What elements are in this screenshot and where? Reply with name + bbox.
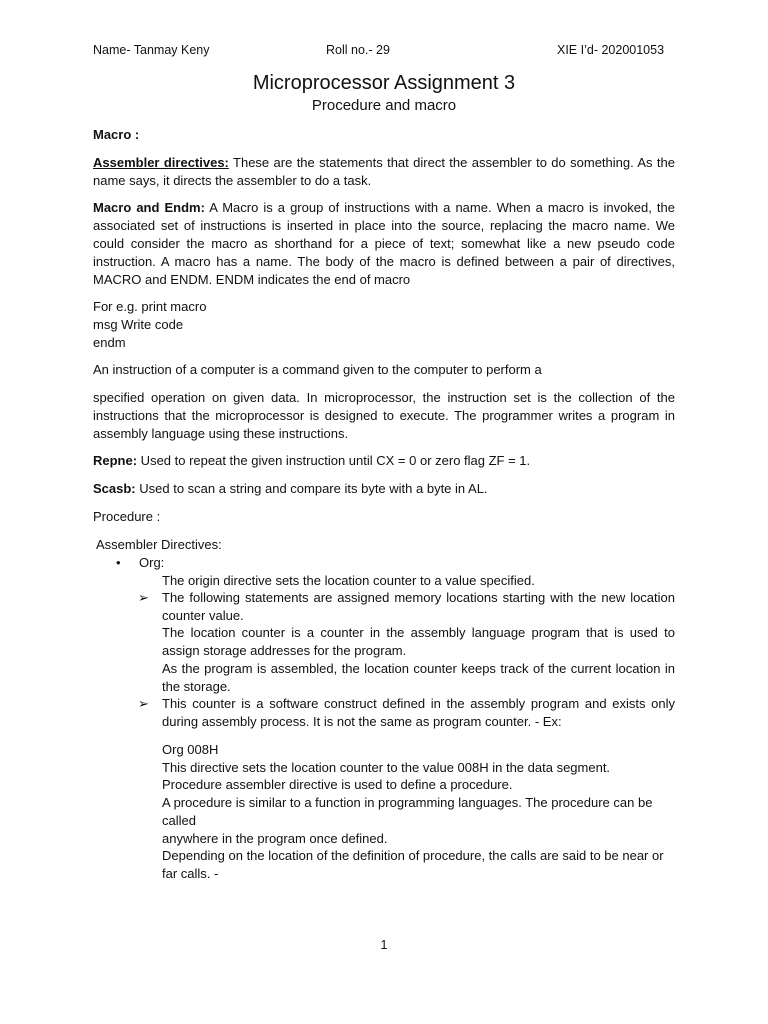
assembler-directives-heading: Assembler Directives: xyxy=(96,537,222,552)
header-name: Name- Tanmay Keny xyxy=(93,43,210,57)
header-xie-id: XIE I’d- 202001053 xyxy=(557,43,665,57)
anywhere-text: anywhere in the program once defined. xyxy=(162,830,388,846)
assembler-directives-text: These are the statements that direct the assembler to do something. As the name says, it directs the assembler to do a task. xyxy=(93,155,675,188)
org-point-1-assembled: As the program is assembled, the location counter keeps track of the current location in the storage. xyxy=(162,660,675,694)
arrow-bullet-icon-2: ➢ xyxy=(138,696,149,711)
arrow-bullet-icon: ➢ xyxy=(138,590,149,605)
bullet-icon: • xyxy=(116,555,121,570)
origin-text: The origin directive sets the location counter to a value specified. xyxy=(162,573,535,588)
page-title: Microprocessor Assignment 3 xyxy=(252,72,516,94)
example-line-1: For e.g. print macro xyxy=(93,299,207,314)
procedure-heading: Procedure : xyxy=(93,509,161,524)
depending-text: Depending on the location of the definition of procedure, the calls are said to be near or far calls. - xyxy=(162,848,664,881)
macro-endm-term: Macro and Endm: xyxy=(93,200,205,215)
assembler-directives-term: Assembler directives: xyxy=(93,155,229,170)
org-example-line-3: Procedure assembler directive is used to define a procedure. xyxy=(162,777,513,793)
assembler-directives-paragraph xyxy=(93,154,675,190)
header-roll: Roll no.- 29 xyxy=(326,43,390,57)
org-label: Org: xyxy=(139,555,165,570)
org-point-1: The following statements are assigned memory locations starting with the new location counter value. xyxy=(162,590,675,623)
procedure-function-text: A procedure is similar to a function in programming languages. The procedure can be called xyxy=(162,795,653,828)
instruction-paragraph: specified operation on given data. In microprocessor, the instruction set is the collection of the instructions that the microprocessor is designed to execute. The programmer writes a program in assembly language using these instructions. xyxy=(93,390,675,441)
page-subtitle: Procedure and macro xyxy=(311,97,457,114)
org-point-1-location-counter: The location counter is a counter in the assembly language program that is used to assign storage addresses for the program. xyxy=(162,625,675,659)
org-example-line-2: This directive sets the location counter to the value 008H in the data segment. xyxy=(162,759,611,775)
instruction-line: An instruction of a computer is a command given to the computer to perform a xyxy=(93,362,542,377)
org-point-2: This counter is a software construct defined in the assembly program and exists only during assembly process. It is not the same as program counter. - Ex: xyxy=(162,696,675,729)
org-example-line-1: Org 008H xyxy=(162,742,219,757)
example-line-3: endm xyxy=(93,335,126,350)
repne-line: Repne: Used to repeat the given instruction until CX = 0 or zero flag ZF = 1. xyxy=(93,453,531,468)
scasb-line: Scasb: Used to scan a string and compare its byte with a byte in AL. xyxy=(93,481,488,496)
macro-endm-paragraph xyxy=(93,199,675,289)
macro-endm-text: A Macro is a group of instructions with a name. When a macro is invoked, the associated set of instructions is inserted in place into the source, replacing the macro name. We could consider the macro as shorthand for a piece of text; somewhat like a new pseudo code instruction. A macro has a name. The body of the macro is defined between a pair of directives, MACRO and ENDM. ENDM indicates the end of macro xyxy=(93,200,675,287)
macro-heading: Macro : xyxy=(93,127,140,142)
page-number: 1 xyxy=(380,938,388,952)
example-line-2: msg Write code xyxy=(93,317,184,332)
